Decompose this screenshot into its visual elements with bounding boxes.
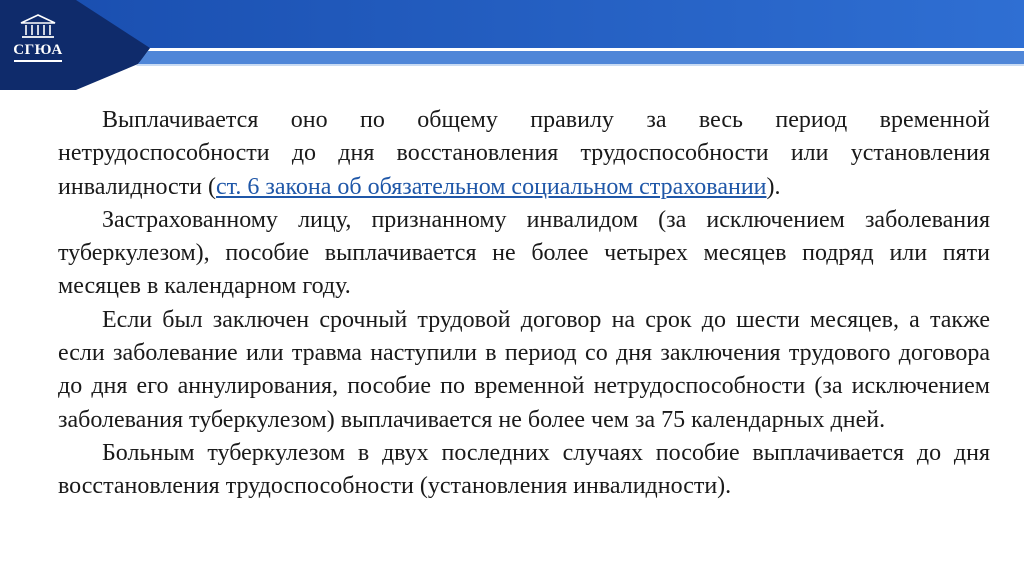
logo-text: СГЮА	[13, 42, 63, 58]
building-icon	[19, 14, 57, 40]
header-thin-line	[136, 64, 1024, 66]
header-white-stripe	[148, 48, 1024, 51]
paragraph-2: Застрахованному лицу, признанному инвалидом (за исключением заболевания туберкулезом), пособие выплачивается не более четырех месяцев подряд или пяти месяцев в календарном году.	[58, 206, 990, 300]
header-light-stripe	[138, 51, 1024, 64]
slide-body	[58, 104, 990, 504]
paragraph-1	[58, 104, 990, 204]
paragraph-3: Если был заключен срочный трудовой договор на срок до шести месяцев, а также если заболевание или травма наступили в период со дня заключения трудового договора до дня его аннулирования, пособие по временной нетрудоспособности (за исключением заболевания туберкулезом) выплачивается не более чем за 75 календарных дней.	[58, 306, 990, 433]
header-band	[0, 0, 1024, 90]
logo	[0, 0, 76, 90]
law-reference-link[interactable]: ст. 6 закона об обязательном социальном страховании	[216, 173, 767, 200]
paragraph-1-end: ).	[766, 173, 781, 200]
paragraph-4: Больным туберкулезом в двух последних случаях пособие выплачивается до дня восстановления трудоспособности (установления инвалидности).	[58, 439, 990, 500]
paragraph-1-text: Выплачивается оно по общему правилу за весь период временной нетрудоспособности до дня восстановления трудоспособности или установления инвалидности (	[58, 107, 990, 200]
logo-underline	[14, 60, 62, 62]
